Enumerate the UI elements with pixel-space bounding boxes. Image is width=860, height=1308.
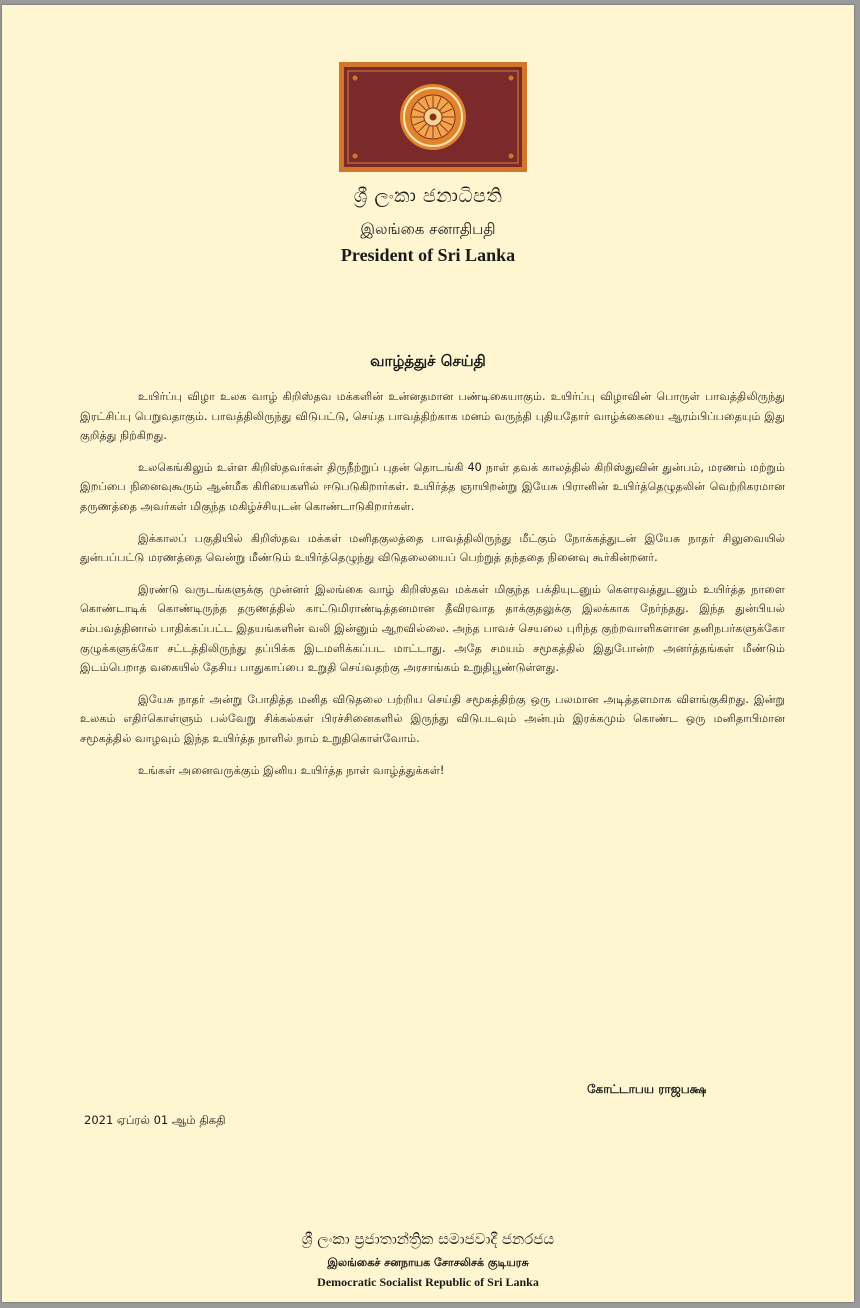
message-body [80, 387, 785, 792]
letter-date: 2021 ஏப்ரல் 01 ஆம் திகதி [84, 1113, 226, 1127]
message-paragraph: இக்காலப் பகுதியில் கிறிஸ்தவ மக்கள் மனிதகுலத்தை பாவத்திலிருந்து மீட்கும் நோக்கத்துடன் இயேசு நாதர் சிலுவையில் துன்பப்பட்டு மரணத்தை வென்று மீண்டும் உயிர்த்தெழுந்து விடுதலையைப் பெற்றுத் தந்ததை நினைவு கூர்கின்றனர். [80, 531, 785, 565]
message-paragraph: இயேசு நாதர் அன்று போதித்த மனித விடுதலை பற்றிய செய்தி சமூகத்திற்கு ஒரு பலமான அடித்தளமாக விளங்குகிறது. இன்று உலகம் எதிர்கொள்ளும் பல்வேறு சிக்கல்கள் பிரச்சினைகளில் இருந்து விடுபடவும் அன்பும் இரக்கமும் கொண்ட ஒரு மனிதாபிமான சமூகத்தில் வாழவும் இந்த உயிர்த்த நாளில் நாம் உறுதிகொள்வோம். [80, 692, 785, 745]
footer-sinhala: ශ්‍රී ලංකා ප්‍රජාතාන්ත්‍රික සමාජවාදී ජනරජය [301, 1230, 555, 1248]
footer-tamil: இலங்கைச் சனநாயக சோசலிசக் குடியரசு [327, 1256, 529, 1269]
letter-page [2, 5, 854, 1302]
footer-english: Democratic Socialist Republic of Sri Lanka [317, 1275, 539, 1289]
letterhead-title-english: President of Sri Lanka [340, 245, 516, 265]
presidential-flag-emblem-icon [339, 62, 527, 172]
message-paragraph: இரண்டு வருடங்களுக்கு முன்னர் இலங்கை வாழ் கிறிஸ்தவ மக்கள் மிகுந்த பக்தியுடனும் கௌரவத்துடனும் உயிர்த்த நாளை கொண்டாடிக் கொண்டிருந்த தருணத்தில் காட்டுமிராண்டித்தனமான தீவிரவாத தாக்குதலுக்கு இலக்காக நேர்ந்தது. இந்த துன்பியல் சம்பவத்தினால் பாதிக்கப்பட்ட இதயங்களின் வலி இன்னும் ஆறவில்லை. அந்த பாவச் செயலை புரிந்த குற்றவாளிகளான தனிநபர்களுக்கோ குழுக்களுக்கோ சட்டத்திலிருந்து தப்பிக்க இடமளிக்கப்பட மாட்டாது. அதே சமயம் சமூகத்தில் இதுபோன்ற அனர்த்தங்கள் மீண்டும் இடம்பெறாத வகையில் தேசிய பாதுகாப்பை உறுதி செய்வதற்கு அரசாங்கம் உறுதிபூண்டுள்ளது. [80, 582, 785, 675]
message-paragraph: உயிர்ப்பு விழா உலக வாழ் கிறிஸ்தவ மக்களின் உன்னதமான பண்டிகையாகும். உயிர்ப்பு விழாவின் பொருள் பாவத்திலிருந்து இரட்சிப்பு பெறுவதாகும். பாவத்திலிருந்து விடுபட்டு, செய்த பாவத்திற்காக மனம் வருந்தி புதியதோர் வாழ்க்கையை ஆரம்பிப்பதையும் இது குறித்து நிற்கிறது. [80, 390, 785, 443]
letterhead-title-sinhala: ශ්‍රී ලංකා ජනාධිපති [353, 185, 503, 207]
message-paragraph: உலகெங்கிலும் உள்ள கிறிஸ்தவர்கள் திருநீற்றுப் புதன் தொடங்கி 40 நாள் தவக் காலத்தில் கிறிஸ்துவின் துன்பம், மரணம் மற்றும் இறப்பை நினைவுகூரும் ஆன்மீக கிரியைகளில் ஈடுபடுகிறார்கள். உயிர்த்த ஞாயிறன்று இயேசு பிரானின் உயிர்த்தெழுதலின் வெற்றிகரமான தருணத்தை அவர்கள் மிகுந்த மகிழ்ச்சியுடன் கொண்டாடுகிறார்கள். [80, 460, 785, 513]
message-paragraph: உங்கள் அனைவருக்கும் இனிய உயிர்த்த நாள் வாழ்த்துக்கள்! [138, 763, 445, 777]
letterhead-title-tamil: இலங்கை சனாதிபதி [360, 220, 496, 238]
message-title: வாழ்த்துச் செய்தி [370, 352, 486, 370]
signatory-name: கோட்டாபய ராஜபக்ஷ [587, 1082, 707, 1096]
